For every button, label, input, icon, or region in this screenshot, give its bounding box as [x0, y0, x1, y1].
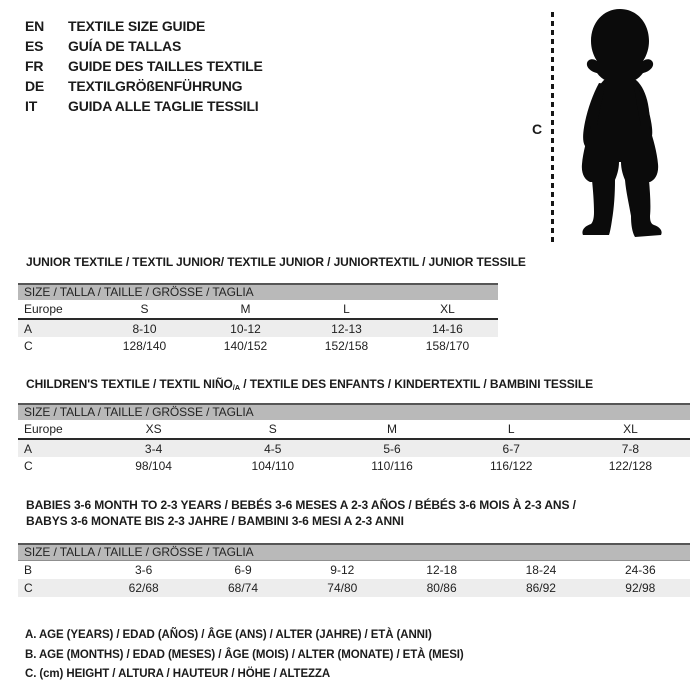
table-row: [18, 420, 690, 440]
junior-section-title: JUNIOR TEXTILE / TEXTIL JUNIOR/ TEXTILE JUNIOR / JUNIORTEXTIL / JUNIOR TESSILE: [26, 255, 526, 269]
row-label: B: [24, 563, 33, 577]
cell: 74/80: [327, 581, 358, 595]
children-title-post: / TEXTILE DES ENFANTS / KINDERTEXTIL / BAMBINI TESSILE: [240, 377, 594, 391]
cell: 110/116: [371, 458, 413, 473]
size-header-bar: SIZE / TALLA / TAILLE / GRÖSSE / TAGLIA: [18, 283, 498, 300]
cell: 24-36: [624, 563, 656, 577]
cell: 7-8: [621, 441, 640, 456]
cell: 9-12: [330, 563, 355, 577]
lang-row-en: [25, 16, 263, 36]
children-section-title: [26, 377, 593, 392]
footnote-c: C. (cm) HEIGHT / ALTURA / HAUTEUR / HÖHE / ALTEZZA: [25, 668, 331, 680]
cell: XS: [145, 422, 162, 436]
cell: L: [507, 422, 515, 436]
lang-label: GUIDA ALLE TAGLIE TESSILI: [68, 98, 259, 114]
row-label: A: [24, 441, 33, 456]
row-label: Europe: [24, 422, 63, 436]
cell: 18-24: [525, 563, 557, 577]
cell: S: [140, 302, 149, 316]
toddler-silhouette-icon: [558, 6, 688, 244]
table-row: [18, 579, 690, 597]
lang-code: DE: [25, 78, 45, 94]
cell: 104/110: [251, 458, 295, 473]
cell: 3-4: [144, 441, 163, 456]
cell: 14-16: [432, 321, 463, 336]
lang-code: FR: [25, 58, 44, 74]
babies-size-table: [18, 543, 690, 597]
lang-row-fr: [25, 56, 263, 76]
junior-size-table: [18, 283, 498, 354]
cell: 6-7: [502, 441, 520, 456]
children-title-sub: /A: [232, 383, 241, 393]
lang-label: GUIDE DES TAILLES TEXTILE: [68, 58, 263, 74]
cell: 92/98: [625, 581, 656, 595]
lang-label: TEXTILE SIZE GUIDE: [68, 18, 206, 34]
table-row: [18, 337, 498, 354]
cell: 122/128: [608, 458, 653, 473]
cell: L: [343, 302, 350, 316]
cell: 4-5: [264, 441, 282, 456]
table-row: [18, 561, 690, 579]
size-header-bar: SIZE / TALLA / TAILLE / GRÖSSE / TAGLIA: [18, 543, 690, 561]
table-row: [18, 320, 498, 337]
babies-title-line2: BABYS 3-6 MONATE BIS 2-3 JAHRE / BAMBINI 3-6 MESI A 2-3 ANNI: [26, 513, 404, 528]
language-header: [25, 16, 263, 116]
cell: 62/68: [128, 581, 159, 595]
cell: 68/74: [227, 581, 258, 595]
lang-row-es: [25, 36, 263, 56]
cell: 3-6: [134, 563, 153, 577]
lang-label: GUÍA DE TALLAS: [68, 38, 182, 54]
table-row: [18, 440, 690, 457]
cell: XL: [623, 422, 638, 436]
lang-row-de: [25, 76, 263, 96]
cell: 6-9: [234, 563, 252, 577]
lang-row-it: [25, 96, 263, 116]
lang-label: TEXTILGRÖßENFÜHRUNG: [68, 78, 243, 94]
cell: M: [387, 422, 397, 436]
cell: 116/122: [489, 458, 533, 473]
babies-title-line1: BABIES 3-6 MONTH TO 2-3 YEARS / BEBÉS 3-6 MESES A 2-3 AÑOS / BÉBÉS 3-6 MOIS À 2-3 ANS /: [26, 498, 576, 512]
cell: 158/170: [425, 338, 470, 353]
row-label: A: [24, 321, 33, 336]
size-header-bar: SIZE / TALLA / TAILLE / GRÖSSE / TAGLIA: [18, 403, 690, 420]
children-size-table: [18, 403, 690, 474]
table-row: [18, 300, 498, 320]
cell: 98/104: [135, 458, 172, 473]
cell: M: [240, 302, 251, 316]
lang-code: IT: [25, 98, 38, 114]
cell: 128/140: [122, 338, 167, 353]
row-label: C: [24, 581, 33, 595]
cell: 152/158: [324, 338, 369, 353]
cell: 12-13: [331, 321, 362, 336]
row-label: Europe: [24, 302, 63, 316]
footnotes: [25, 626, 464, 685]
cell: 86/92: [525, 581, 556, 595]
footnote-a: A. AGE (YEARS) / EDAD (AÑOS) / ÂGE (ANS) / ALTER (JAHRE) / ETÀ (ANNI): [25, 629, 432, 641]
cell: XL: [440, 302, 455, 316]
row-label: C: [24, 338, 33, 353]
lang-code: ES: [25, 38, 44, 54]
cell: 8-10: [132, 321, 157, 336]
cell: 12-18: [426, 563, 457, 577]
footnote-b: B. AGE (MONTHS) / EDAD (MESES) / ÂGE (MOIS) / ALTER (MONATE) / ETÀ (MESI): [25, 648, 464, 661]
row-label: C: [24, 458, 33, 473]
height-measure-dashed-line: [551, 12, 554, 246]
cell: 5-6: [383, 441, 401, 456]
lang-code: EN: [25, 18, 45, 34]
cell: 10-12: [230, 321, 261, 336]
height-measure-label: C: [532, 121, 543, 137]
children-title-pre: CHILDREN'S TEXTILE / TEXTIL NIÑO: [26, 377, 233, 391]
cell: S: [268, 422, 277, 436]
babies-section-title: [26, 498, 576, 529]
cell: 140/152: [223, 338, 268, 353]
table-row: [18, 457, 690, 474]
cell: 80/86: [426, 581, 457, 595]
